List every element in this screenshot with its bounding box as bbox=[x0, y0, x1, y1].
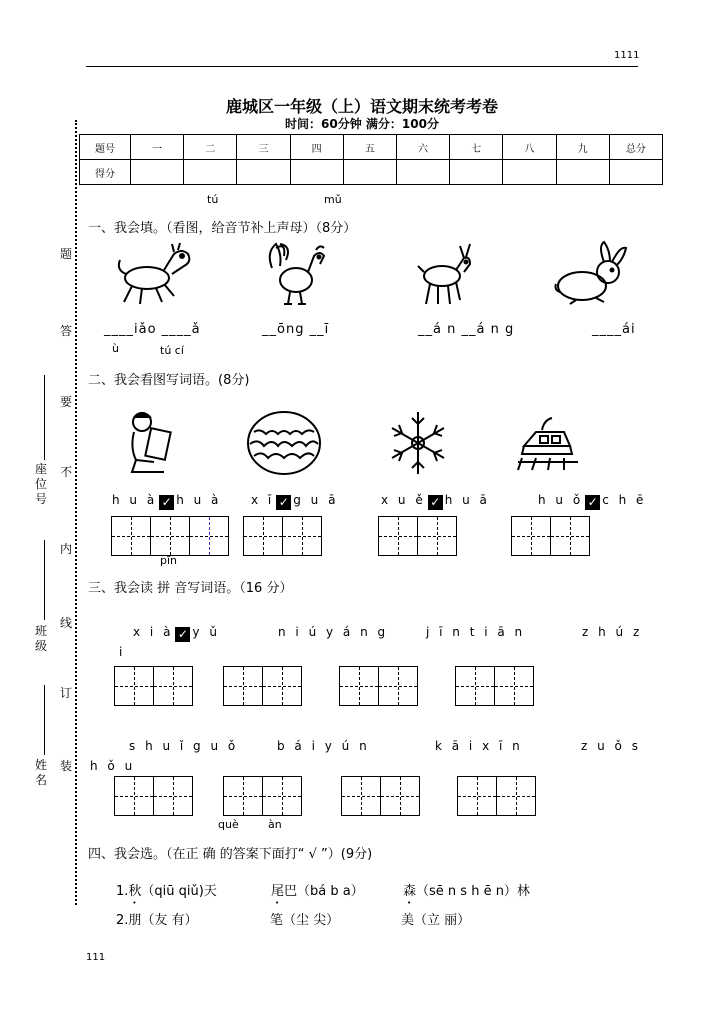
section1-heading: 一、我会填。（看图，给音节补上声母）（8分） bbox=[88, 221, 357, 236]
section3-pinyin: z u ǒ s bbox=[581, 739, 641, 753]
writing-grid[interactable] bbox=[243, 516, 321, 556]
writing-grid[interactable] bbox=[223, 666, 301, 706]
pinyin-text: c h ē bbox=[602, 493, 647, 507]
score-cell[interactable] bbox=[184, 160, 237, 185]
goat-picture bbox=[414, 240, 476, 308]
writing-cell[interactable] bbox=[153, 666, 193, 706]
train-picture bbox=[516, 412, 580, 474]
score-cell[interactable] bbox=[131, 160, 184, 185]
section3-heading: 三、我会读 拼 音写词语。（16 分） bbox=[88, 581, 293, 596]
writing-cell[interactable] bbox=[114, 666, 154, 706]
pinyin-text: h u à bbox=[176, 493, 222, 507]
pinyin-text: g u ā bbox=[293, 493, 339, 507]
writing-cell[interactable] bbox=[339, 666, 379, 706]
table-header-cell: 一 bbox=[131, 135, 184, 160]
name-line bbox=[44, 685, 45, 755]
writing-cell[interactable] bbox=[111, 516, 151, 556]
section3-pinyin bbox=[133, 625, 220, 642]
writing-cell[interactable] bbox=[341, 776, 381, 816]
section4-line1-q3 bbox=[403, 880, 530, 907]
score-table bbox=[79, 134, 663, 185]
writing-cell[interactable] bbox=[550, 516, 590, 556]
exam-title: 鹿城区一年级（上）语文期末统考考卷 bbox=[225, 97, 498, 116]
section4-line2 bbox=[116, 909, 198, 928]
section3-pinyin: s h u ǐ g u ǒ bbox=[129, 739, 239, 753]
pinyin-annotation: què bbox=[218, 818, 239, 831]
writing-cell[interactable] bbox=[189, 516, 229, 556]
side-word: 答 bbox=[60, 324, 73, 338]
writing-grid[interactable] bbox=[455, 666, 533, 706]
answer-options[interactable]: 笔（尘 尖） bbox=[270, 913, 340, 928]
check-icon: ✓ bbox=[159, 495, 174, 510]
rabbit-picture bbox=[546, 240, 632, 308]
writing-grid[interactable] bbox=[114, 666, 192, 706]
score-table-header-row bbox=[80, 135, 663, 160]
check-icon: ✓ bbox=[175, 627, 190, 642]
section4-heading: 四、我会选。（在正 确 的答案下面打“ √ ”）(9分) bbox=[88, 847, 373, 862]
table-header-cell: 四 bbox=[290, 135, 343, 160]
answer-options[interactable]: 朋（友 有） bbox=[128, 913, 198, 928]
writing-cell[interactable] bbox=[457, 776, 497, 816]
page-number: 1111 bbox=[614, 50, 640, 61]
score-cell[interactable] bbox=[290, 160, 343, 185]
writing-grid[interactable] bbox=[378, 516, 456, 556]
pinyin-annotation: ù bbox=[112, 342, 119, 355]
section1-item[interactable]: ____ái bbox=[592, 322, 636, 337]
seat-number-label: 座位号 bbox=[34, 462, 47, 506]
question-char: 森 bbox=[403, 884, 417, 899]
writing-grid[interactable] bbox=[339, 666, 417, 706]
class-line bbox=[44, 540, 45, 620]
table-header-cell: 七 bbox=[450, 135, 503, 160]
question-number: 2. bbox=[116, 913, 129, 928]
score-cell[interactable] bbox=[609, 160, 662, 185]
writing-cell[interactable] bbox=[262, 666, 302, 706]
footer-number: 111 bbox=[86, 952, 106, 963]
pinyin-annotation: tú cí bbox=[160, 344, 184, 357]
question-char: 秋 bbox=[128, 884, 142, 899]
table-header-cell: 三 bbox=[237, 135, 290, 160]
writing-grid[interactable] bbox=[223, 776, 301, 816]
watermelon-picture bbox=[244, 408, 324, 478]
score-cell[interactable] bbox=[556, 160, 609, 185]
pinyin-text: h u à bbox=[112, 493, 158, 507]
writing-cell[interactable] bbox=[378, 516, 418, 556]
writing-grid[interactable] bbox=[114, 776, 192, 816]
writing-cell[interactable] bbox=[153, 776, 193, 816]
section3-pinyin: h ǒ u bbox=[90, 759, 136, 773]
side-word: 不 bbox=[60, 465, 73, 479]
score-row-label: 得分 bbox=[80, 160, 131, 185]
answer-options[interactable]: （sē n s h ē n）林 bbox=[416, 884, 530, 899]
section2-pinyin bbox=[112, 493, 221, 510]
section3-pinyin: b á i y ú n bbox=[277, 739, 370, 753]
pinyin-text: x i à bbox=[133, 625, 174, 639]
horse-picture bbox=[112, 240, 197, 308]
boy-drawing-picture bbox=[124, 408, 176, 476]
question-number: 1. bbox=[116, 884, 129, 899]
check-icon: ✓ bbox=[428, 495, 443, 510]
exam-subtitle: 时间：60分钟 满分：100分 bbox=[285, 117, 439, 131]
side-word: 装 bbox=[60, 759, 73, 773]
section3-pinyin: j ī n t i ā n bbox=[426, 625, 526, 639]
pinyin-annotation: àn bbox=[268, 818, 282, 831]
pinyin-text: x ī bbox=[251, 493, 275, 507]
rooster-picture bbox=[262, 238, 332, 308]
section1-item[interactable]: __á n __á n g bbox=[418, 322, 515, 337]
section3-pinyin: k ā i x ī n bbox=[435, 739, 523, 753]
check-icon: ✓ bbox=[276, 495, 291, 510]
writing-cell[interactable] bbox=[455, 666, 495, 706]
pinyin-annotation: pīn bbox=[160, 554, 178, 567]
snowflake-picture bbox=[386, 408, 450, 478]
writing-cell[interactable] bbox=[380, 776, 420, 816]
writing-cell[interactable] bbox=[494, 666, 534, 706]
score-table-row bbox=[80, 160, 663, 185]
table-header-cell: 总分 bbox=[609, 135, 662, 160]
score-cell[interactable] bbox=[503, 160, 556, 185]
writing-grid[interactable] bbox=[457, 776, 535, 816]
table-header-cell: 八 bbox=[503, 135, 556, 160]
writing-cell[interactable] bbox=[114, 776, 154, 816]
check-icon: ✓ bbox=[585, 495, 600, 510]
score-cell[interactable] bbox=[343, 160, 396, 185]
pinyin-text: h u ā bbox=[444, 493, 490, 507]
side-word: 内 bbox=[60, 542, 73, 556]
answer-options[interactable]: 巴（bá b a） bbox=[284, 884, 364, 899]
writing-grid[interactable] bbox=[111, 516, 228, 556]
table-header-cell: 九 bbox=[556, 135, 609, 160]
side-word: 要 bbox=[60, 395, 73, 409]
writing-grid[interactable] bbox=[341, 776, 419, 816]
section3-pinyin: i bbox=[119, 645, 126, 659]
side-word: 线 bbox=[60, 616, 73, 630]
writing-cell[interactable] bbox=[223, 666, 263, 706]
writing-cell[interactable] bbox=[223, 776, 263, 816]
table-header-cell: 二 bbox=[184, 135, 237, 160]
section2-pinyin bbox=[251, 493, 338, 510]
section3-pinyin: z h ú z bbox=[582, 625, 643, 639]
section3-pinyin: n i ú y á n g bbox=[278, 625, 389, 639]
seat-number-line bbox=[44, 375, 45, 460]
writing-cell[interactable] bbox=[378, 666, 418, 706]
pinyin-text: h u ǒ bbox=[538, 493, 584, 507]
score-cell[interactable] bbox=[396, 160, 449, 185]
answer-options[interactable]: 美（立 丽） bbox=[401, 913, 471, 928]
table-header-cell: 题号 bbox=[80, 135, 131, 160]
side-word: 题 bbox=[60, 247, 73, 261]
section2-heading: 二、我会看图写词语。(8分) bbox=[88, 373, 250, 388]
section1-item[interactable]: __ōng __ī bbox=[262, 322, 330, 337]
binding-dotted-line bbox=[75, 120, 77, 905]
pinyin-text: x u ě bbox=[381, 493, 426, 507]
writing-cell[interactable] bbox=[150, 516, 190, 556]
table-header-cell: 六 bbox=[396, 135, 449, 160]
class-label: 班级 bbox=[34, 624, 47, 653]
writing-cell[interactable] bbox=[417, 516, 457, 556]
pinyin-text: y ǔ bbox=[192, 625, 220, 639]
writing-cell[interactable] bbox=[262, 776, 302, 816]
answer-options[interactable]: （qiū qiǔ)天 bbox=[141, 884, 217, 899]
question-char: 尾 bbox=[271, 884, 285, 899]
score-cell[interactable] bbox=[450, 160, 503, 185]
side-word: 订 bbox=[60, 686, 73, 700]
pinyin-annotation: tú bbox=[207, 193, 219, 206]
writing-cell[interactable] bbox=[496, 776, 536, 816]
section4-line1-q2 bbox=[271, 880, 364, 907]
pinyin-annotation: mǔ bbox=[324, 193, 342, 206]
section2-pinyin bbox=[538, 493, 646, 510]
writing-cell[interactable] bbox=[243, 516, 283, 556]
section2-pinyin bbox=[381, 493, 490, 510]
name-label: 姓名 bbox=[34, 758, 47, 787]
writing-grid[interactable] bbox=[511, 516, 589, 556]
header-rule bbox=[86, 66, 638, 67]
table-header-cell: 五 bbox=[343, 135, 396, 160]
section4-line1 bbox=[116, 880, 217, 907]
section1-item[interactable]: ____iǎo ____ǎ bbox=[104, 322, 201, 337]
writing-cell[interactable] bbox=[282, 516, 322, 556]
score-cell[interactable] bbox=[237, 160, 290, 185]
writing-cell[interactable] bbox=[511, 516, 551, 556]
